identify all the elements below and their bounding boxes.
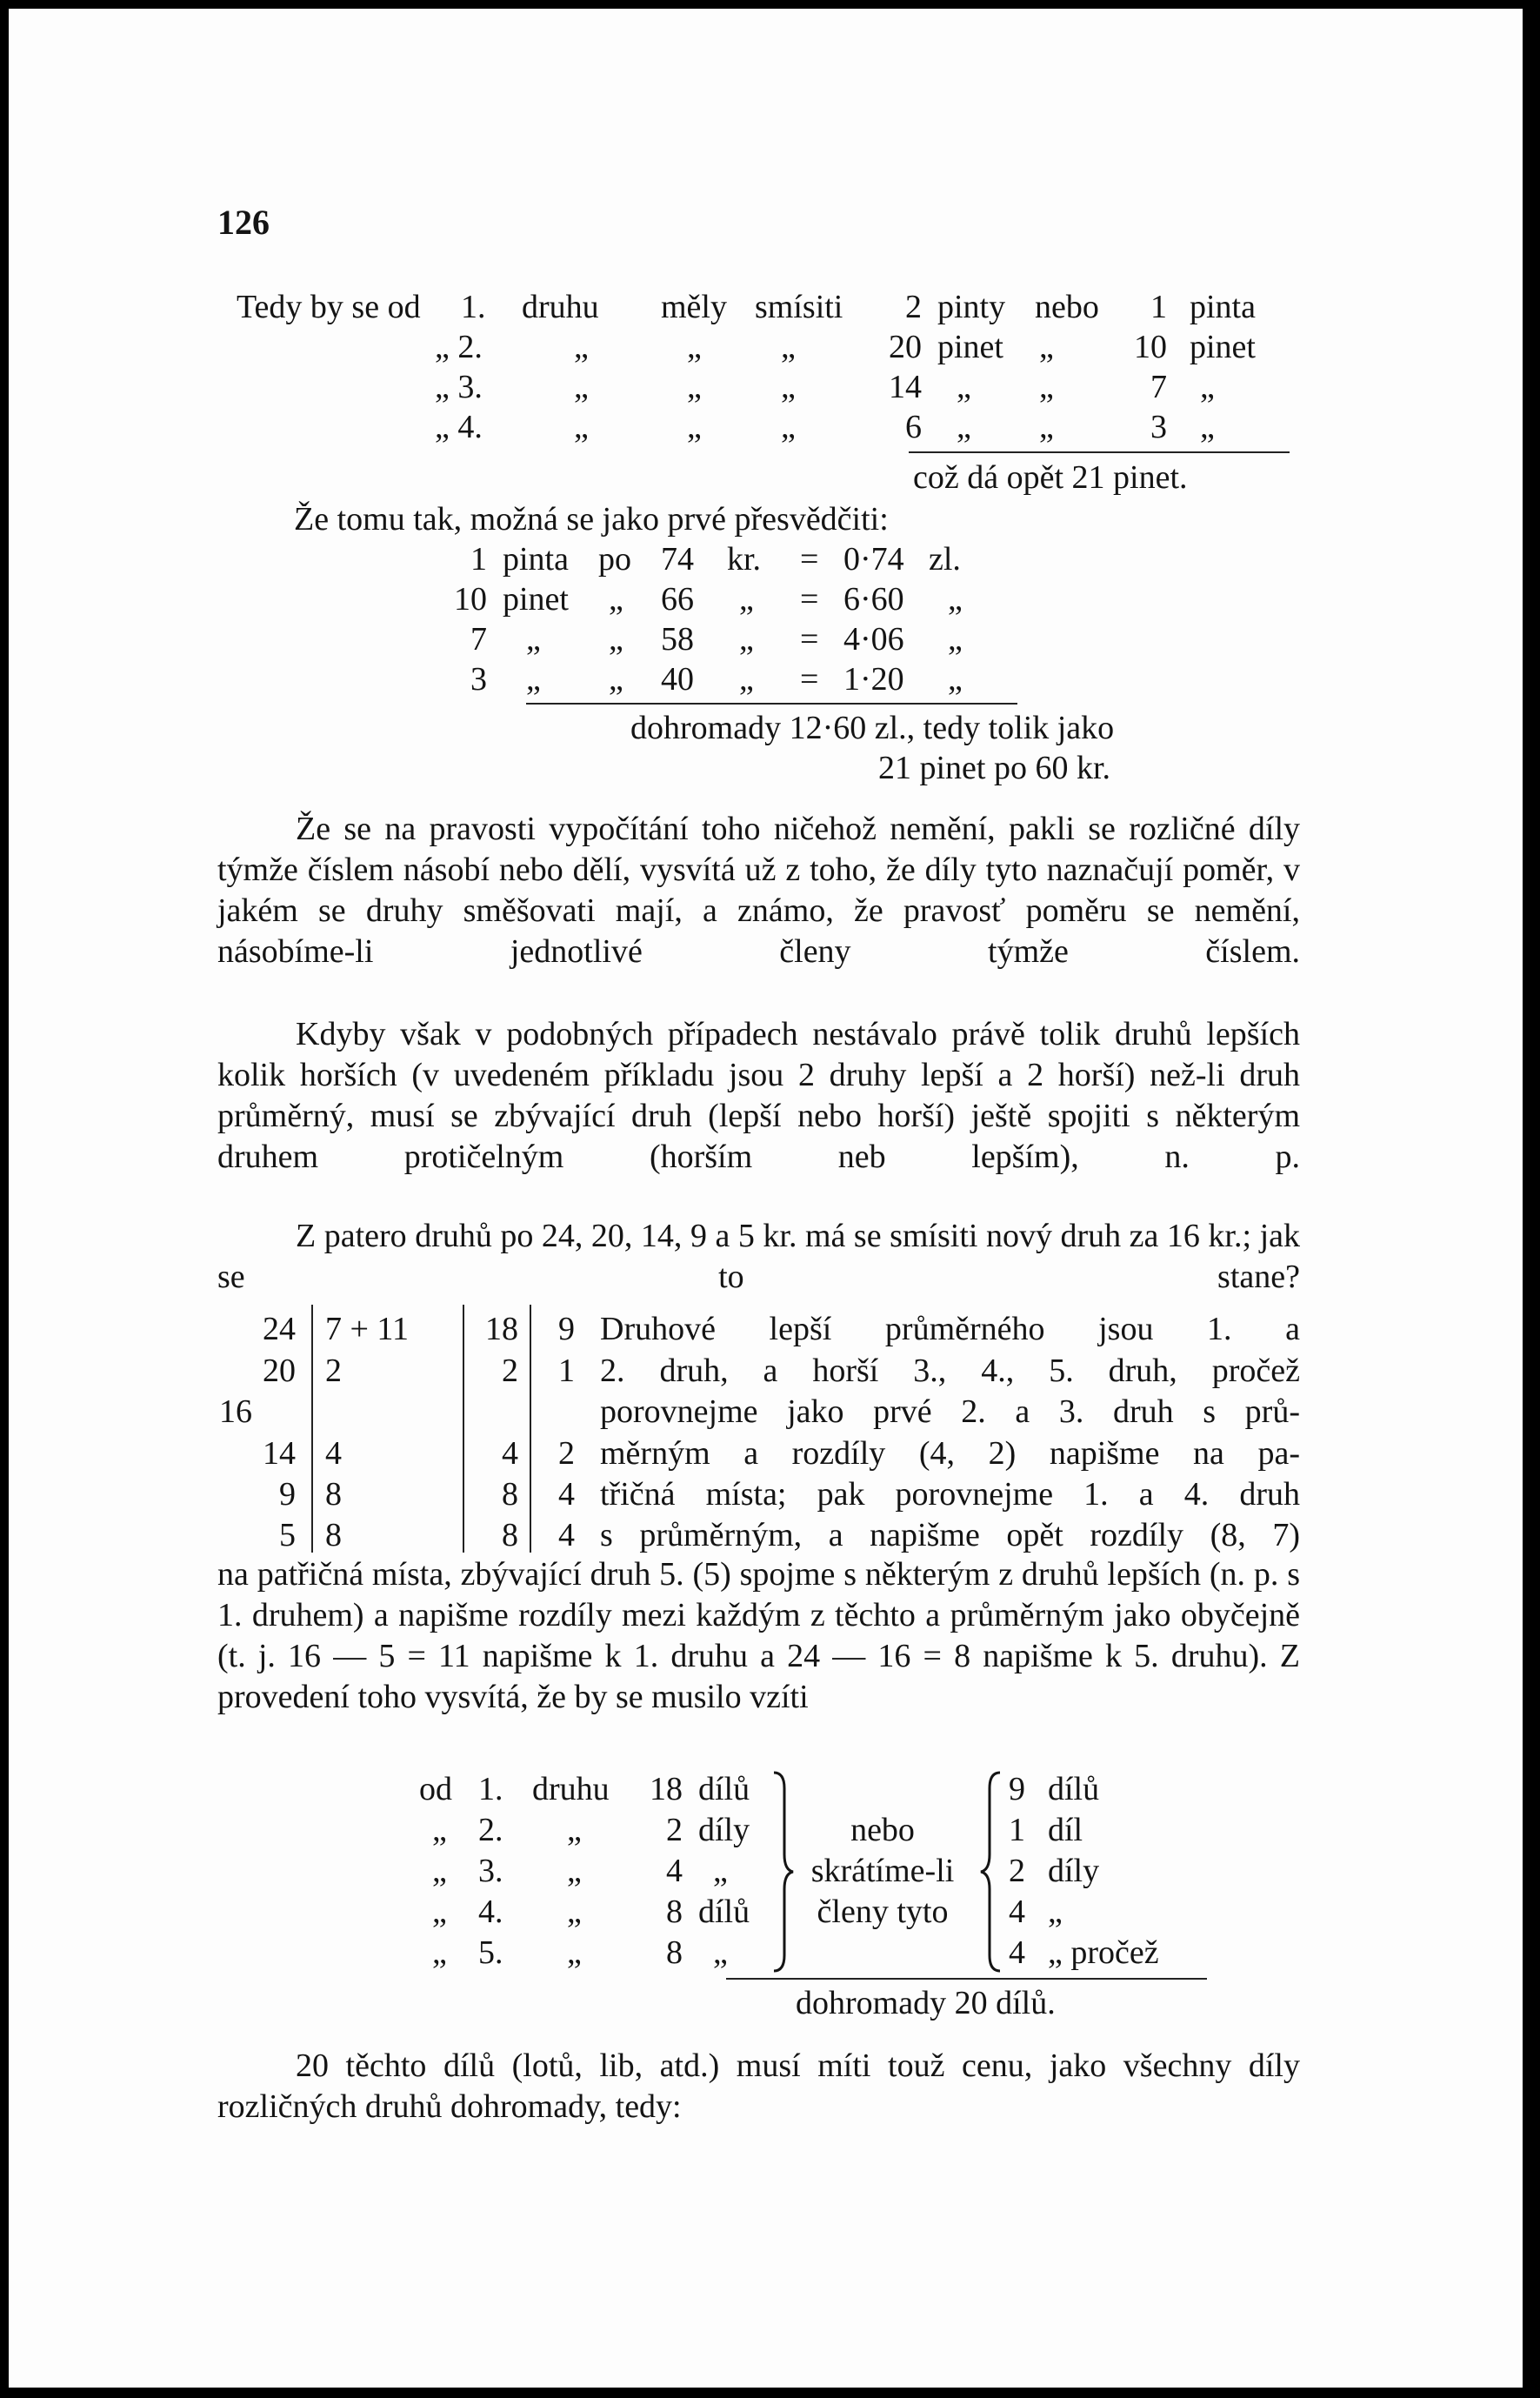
- table2-price: 20: [263, 1353, 296, 1389]
- table3-druh: „: [567, 1934, 582, 1971]
- table2-price: 14: [263, 1435, 296, 1472]
- table3-u: díly: [698, 1812, 750, 1848]
- table2-mean-price: 16: [219, 1393, 252, 1430]
- check-price: 40: [661, 661, 694, 698]
- table3-u: „: [713, 1853, 728, 1889]
- table3-right-n: 2: [1009, 1853, 1025, 1889]
- check-res: 6·60: [843, 581, 904, 618]
- table2-diff: 8: [325, 1476, 342, 1513]
- table3-right-u: díl: [1048, 1812, 1083, 1848]
- check-price: 74: [661, 541, 694, 578]
- table3-od: „: [432, 1934, 447, 1971]
- table1-b: 3: [1150, 409, 1167, 445]
- table3-ord: 4.: [478, 1894, 503, 1930]
- table1-v1: „: [687, 409, 702, 445]
- table1-druh: „: [574, 329, 589, 365]
- table1-total: což dá opět 21 pinet.: [913, 459, 1188, 496]
- paragraph-procedure: na patřičná místa, zbývající druh 5. (5) spojme s některým z druhů lepších (n. p. s 1. druhem) a napišme rozdíly mezi každým z těchto a průměrným jako obyčejně (t. j. 16 — 5 = 11 napišme k 1. druhu a 24 — 16 = 8 napišme k 5. druhu). Z provedení toho vysvítá, že by se musilo vzíti: [217, 1556, 1300, 1715]
- table1-sum-rule: [909, 451, 1290, 453]
- table3-ord: 5.: [478, 1934, 503, 1971]
- table1-ord: „ 4.: [435, 409, 483, 445]
- table1-bu: pinet: [1190, 329, 1256, 365]
- table1-a: 14: [889, 369, 922, 405]
- table1-sep: „: [1039, 369, 1054, 405]
- table3-middle: skrátíme-li: [810, 1853, 955, 1889]
- paragraph-conclusion: 20 těchto dílů (lotů, lib, atd.) musí míti touž cenu, jako všechny díly rozličných druhů dohromady, tedy:: [217, 2047, 1300, 2125]
- check-res: 4·06: [843, 621, 904, 658]
- check-unit: pinet: [503, 581, 569, 618]
- page-number: 126: [217, 203, 270, 242]
- table3-sum-rule: [726, 1978, 1207, 1980]
- table3-middle: členy tyto: [817, 1894, 949, 1930]
- table2-sum: 18: [485, 1311, 518, 1347]
- table1-v2: „: [781, 329, 796, 365]
- check-po: „: [609, 581, 623, 618]
- check-unit: „: [526, 661, 541, 698]
- table3-n: 2: [666, 1812, 683, 1848]
- table3-right-u: „ pročež: [1048, 1934, 1159, 1971]
- table1-ord: „ 3.: [435, 369, 483, 405]
- table2-sum: 8: [502, 1517, 518, 1553]
- paragraph-unequal-kinds: Kdyby však v podobných případech nestávalo právě tolik druhů lepších kolik horších (v uvedeném příkladu jsou 2 druhy lepší a 2 horší) než-li druh průměrný, musí se zbývající druh (lepší nebo horší) ještě spojiti s některým druhem protičelným (horším neb lepším), n. p.: [217, 1016, 1300, 1175]
- check-sum-line1: dohromady 12·60 zl., tedy tolik jako: [630, 710, 1115, 746]
- table3-od: „: [432, 1853, 447, 1889]
- table3-n: 8: [666, 1934, 683, 1971]
- table1-a: 2: [905, 289, 922, 325]
- check-po: po: [598, 541, 631, 578]
- table2-reduced: 2: [558, 1435, 575, 1472]
- left-brace-icon: [977, 1771, 1003, 1973]
- table2-diff: 8: [325, 1517, 342, 1553]
- table1-bu: „: [1200, 369, 1215, 405]
- check-qty: 1: [470, 541, 487, 578]
- check-sum-rule: [526, 703, 1017, 705]
- table1-sep: nebo: [1035, 289, 1099, 325]
- table3-n: 8: [666, 1894, 683, 1930]
- check-qty: 3: [470, 661, 487, 698]
- table3-od: „: [432, 1894, 447, 1930]
- table1-b: 1: [1150, 289, 1167, 325]
- table3-right-u: díly: [1048, 1853, 1100, 1889]
- paragraph-ratio: Že se na pravosti vypočítání toho ničehož nemění, pakli se rozličné díly týmže číslem násobí nebo dělí, vysvítá už z toho, že díly tyto naznačují poměr, v jakém se druhy směšovati mají, a známo, že pravosť poměru se nemění, násobíme-li jednotlivé členy týmže číslem.: [217, 811, 1300, 970]
- table2-text-line: měrným a rozdíly (4, 2) napišme na pa-: [600, 1435, 1300, 1472]
- table2-text-line: 2. druh, a horší 3., 4., 5. druh, pročež: [600, 1353, 1300, 1389]
- table1-druh: druhu: [522, 289, 599, 325]
- check-eq: =: [800, 541, 819, 578]
- check-cur: „: [739, 581, 754, 618]
- table1-v2: „: [781, 369, 796, 405]
- table1-au: „: [957, 369, 971, 405]
- table2-diff: 4: [325, 1435, 342, 1472]
- table1-intro: Tedy by se od: [237, 289, 421, 325]
- table2-price: 5: [279, 1517, 296, 1553]
- check-po: „: [609, 661, 623, 698]
- table2-price: 9: [279, 1476, 296, 1513]
- table1-sep: „: [1039, 409, 1054, 445]
- table1-v1: měly: [661, 289, 727, 325]
- table1-ord: „ 2.: [435, 329, 483, 365]
- table1-bu: pinta: [1190, 289, 1256, 325]
- table2-text-line: Druhové lepší průměrného jsou 1. a: [600, 1311, 1300, 1347]
- check-sum-line2: 21 pinet po 60 kr.: [878, 750, 1111, 786]
- check-eq: =: [800, 661, 819, 698]
- check-res: 1·20: [843, 661, 904, 698]
- table2-reduced: 4: [558, 1517, 575, 1553]
- check-qty: 7: [470, 621, 487, 658]
- table2-sum: 2: [502, 1353, 518, 1389]
- table1-sep: „: [1039, 329, 1054, 365]
- table2-sum: 8: [502, 1476, 518, 1513]
- check-cur: „: [739, 661, 754, 698]
- table2-reduced: 4: [558, 1476, 575, 1513]
- table3-right-n: 4: [1009, 1934, 1025, 1971]
- check-ru: „: [948, 621, 963, 658]
- table3-right-n: 1: [1009, 1812, 1025, 1848]
- table2-sum: 4: [502, 1435, 518, 1472]
- table3-druh: druhu: [532, 1771, 610, 1807]
- table3-right-n: 4: [1009, 1894, 1025, 1930]
- table1-a: 6: [905, 409, 922, 445]
- table3-ord: 1.: [478, 1771, 503, 1807]
- check-price: 66: [661, 581, 694, 618]
- check-unit: „: [526, 621, 541, 658]
- table3-ord: 2.: [478, 1812, 503, 1848]
- table3-od: „: [432, 1812, 447, 1848]
- table3-od: od: [419, 1771, 452, 1807]
- table1-druh: „: [574, 369, 589, 405]
- table3-druh: „: [567, 1894, 582, 1930]
- table3-n: 18: [650, 1771, 683, 1807]
- check-ru: „: [948, 581, 963, 618]
- table2-rule-1: [311, 1305, 313, 1553]
- check-ru: „: [948, 661, 963, 698]
- check-ru: zl.: [929, 541, 961, 578]
- check-po: „: [609, 621, 623, 658]
- table3-right-n: 9: [1009, 1771, 1025, 1807]
- table1-v1: „: [687, 329, 702, 365]
- table3-u: dílů: [698, 1771, 750, 1807]
- check-cur: kr.: [727, 541, 762, 578]
- table1-v2: smísiti: [755, 289, 843, 325]
- table1-au: „: [957, 409, 971, 445]
- table1-bu: „: [1200, 409, 1215, 445]
- table1-v2: „: [781, 409, 796, 445]
- table2-price: 24: [263, 1311, 296, 1347]
- table2-rule-2: [463, 1305, 464, 1553]
- table1-b: 7: [1150, 369, 1167, 405]
- check-qty: 10: [454, 581, 487, 618]
- table2-rule-3: [530, 1305, 531, 1553]
- table3-u: „: [713, 1934, 728, 1971]
- check-eq: =: [800, 581, 819, 618]
- table3-ord: 3.: [478, 1853, 503, 1889]
- table3-n: 4: [666, 1853, 683, 1889]
- table1-a: 20: [889, 329, 922, 365]
- table1-au: pinty: [937, 289, 1006, 325]
- table1-ord: 1.: [461, 289, 486, 325]
- table3-druh: „: [567, 1853, 582, 1889]
- table3-right-u: dílů: [1048, 1771, 1100, 1807]
- check-price: 58: [661, 621, 694, 658]
- paragraph-example-question: Z patero druhů po 24, 20, 14, 9 a 5 kr. má se smísiti nový druh za 16 kr.; jak se to stane?: [217, 1218, 1300, 1295]
- check-eq: =: [800, 621, 819, 658]
- table1-au: pinet: [937, 329, 1003, 365]
- table2-text-line: třičná místa; pak porovnejme 1. a 4. druh: [600, 1476, 1300, 1513]
- table2-diff: 7 + 11: [325, 1311, 410, 1347]
- table2-diff: 2: [325, 1353, 342, 1389]
- table3-total: dohromady 20 dílů.: [796, 1985, 1056, 2021]
- table2-reduced: 1: [558, 1353, 575, 1389]
- table3-u: dílů: [698, 1894, 750, 1930]
- table2-reduced: 9: [558, 1311, 575, 1347]
- table3-right-u: „: [1048, 1894, 1063, 1930]
- table2-text-line: s průměrným, a napišme opět rozdíly (8, 7): [600, 1517, 1300, 1553]
- table3-druh: „: [567, 1812, 582, 1848]
- table1-b: 10: [1134, 329, 1167, 365]
- check-cur: „: [739, 621, 754, 658]
- table2-text-line: porovnejme jako prvé 2. a 3. druh s prů-: [600, 1393, 1300, 1430]
- check-heading: Že tomu tak, možná se jako prvé přesvědčiti:: [294, 501, 889, 538]
- check-res: 0·74: [843, 541, 904, 578]
- table1-druh: „: [574, 409, 589, 445]
- check-unit: pinta: [503, 541, 569, 578]
- table1-v1: „: [687, 369, 702, 405]
- table3-middle: nebo: [850, 1812, 915, 1848]
